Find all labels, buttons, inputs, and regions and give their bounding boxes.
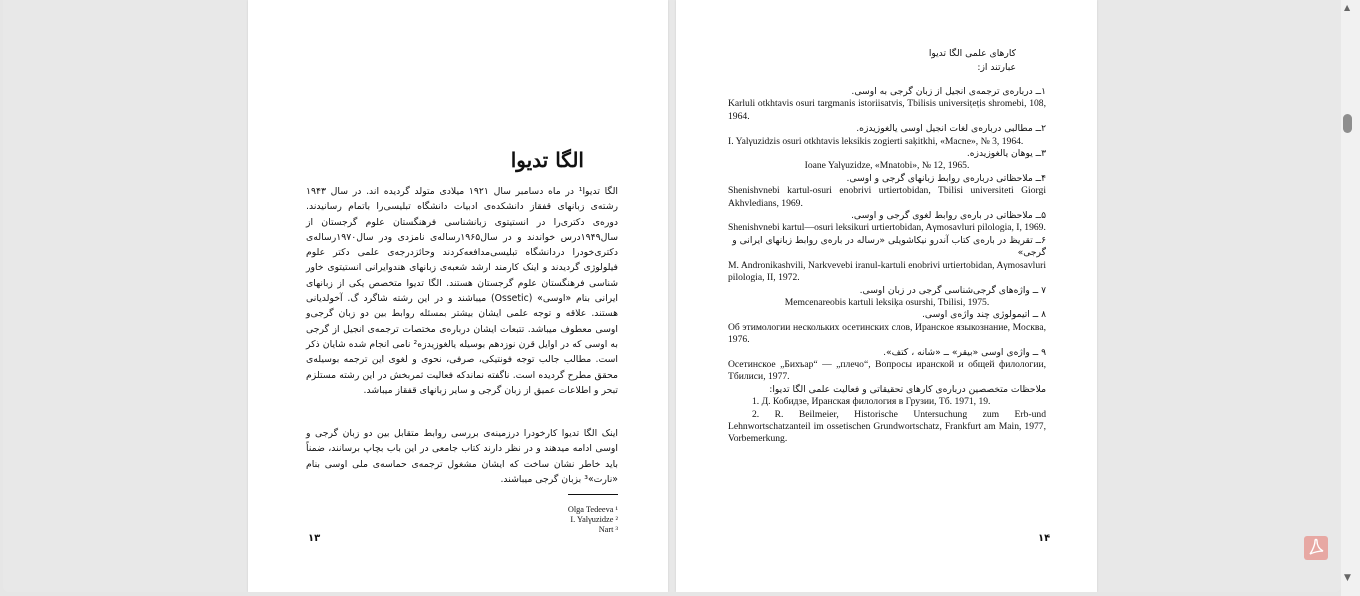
chevron-down-icon[interactable]: ▼ xyxy=(1344,573,1351,583)
entry-transliteration: Karluli otkhtavis osuri targmanis istoriisatvis, Tbilisis universiṭeṭis shromebi, 108, 1964. xyxy=(728,98,1046,122)
entry-transliteration: Memcenareobis kartuli leksiḳa osurshi, Tbilisi, 1975. xyxy=(784,296,990,308)
entry-persian: ۸ ــ اتیمولوژی چند واژه‌ی اوسی. xyxy=(921,309,1046,321)
footnote-3: Nart ³ xyxy=(598,525,618,534)
list-item xyxy=(728,309,1046,346)
works-title: کارهای علمی الگا تدیوا xyxy=(928,48,1016,59)
entry-persian: ۴ــ ملاحظاتی درباره‌ی روابط زبانهای گرجی و اوسی. xyxy=(846,172,1046,184)
entry-persian: ۶ــ تقریظ در باره‌ی کتاب آندرو نیکاشویلی «رساله در باره‌ی روابط زبانهای ایرانی و گرجی» xyxy=(732,234,1046,259)
footnote-divider xyxy=(568,494,618,495)
entry-persian: ۷ ــ واژه‌های گرجی‌شناسی گرجی در زبان اوسی. xyxy=(859,284,1046,296)
entry-transliteration: Осетинское „Бихъар“ — „плечо“, Вопросы иранской и общей филологии, Тбилиси, 1977. xyxy=(728,358,1046,383)
list-item xyxy=(728,148,1046,173)
entry-transliteration: Об этимологии нескольких осетинских слов, Иранское языкознание, Москва, 1976. xyxy=(728,321,1046,346)
document-page-left xyxy=(248,0,668,592)
paragraph-1: الگا تدیوا¹ در ماه دسامبر سال ۱۹۲۱ میلادی متولد گردیده اند. در سال ۱۹۴۳ رشته‌ی زبانهای قفقاز دانشکده‌ی ادبیات دانشگاه تبلیسی‌را باتمام رسانیدند. دوره‌ی دکتری‌را در انستیتوی زبانشناسی فرهنگستان علوم گرجستان از سال۱۹۴۹درس خواندند و در سال۱۹۶۵رساله‌ی نامزدی ودر سال۱۹۷۰رساله‌ی دکتری‌خودرا دردانشگاه تبلیسی‌مدافعه‌کردند وحائزدرجه‌ی علمی دکتر علوم فیلولوژی گردیدند و اینک کارمند ارشد شعبه‌ی زبانهای هندوایرانی انستیتوی خاور شناسی فرهنگستان علوم گرجستان هستند. الگا تدیوا متخصص یکی از زبانهای ایرانی بنام «اوسی» (Ossetic) میباشند و در این رشته شاگرد گ. آخولدیانی هستند. علاقه و توجه علمی ایشان بیشتر بمسئله روابط بین دو زبان گرجی‌و اوسی معطوف میباشد. تتبعات ایشان درباره‌ی مختصات ترجمه‌ی انجیل از گرجی به اوسی که در اوایل قرن نوزدهم بوسیله یالغوزیدزه² نامی انجام شده شایان ذکر است. مطالب جالب توجه فونتیکی، صرفی، نحوی و لغوی این ترجمه بوسیله‌ی محقق مطرح گردیده است. ناگفته نماند‌که فعالیت ثمربخش در این رشته مستلزم تبحر و اطلاعات عمیق از زبان گرجی و سایر زبانهای قفقاز میباشد. xyxy=(306,186,618,396)
scrollbar-thumb[interactable] xyxy=(1343,114,1352,133)
list-item xyxy=(728,285,1046,310)
entry-persian: ۵ــ ملاحظاتی در باره‌ی روابط لغوی گرجی و اوسی. xyxy=(851,210,1046,222)
entry-persian: ۱ــ درباره‌ی ترجمه‌ی انجیل از زبان گرجی به اوسی. xyxy=(851,86,1046,97)
pdf-icon-glyph xyxy=(1304,536,1328,560)
chevron-up-icon[interactable]: ▲ xyxy=(1344,3,1351,12)
page-number: ۱۴ xyxy=(1038,533,1051,544)
page-heading: الگا تدیوا xyxy=(510,148,584,172)
pdf-icon[interactable] xyxy=(1304,536,1328,560)
reference-1: 1. Д. Кобидзе, Иранская филология в Грузии, Тб. 1971, 19. xyxy=(752,396,991,408)
list-item xyxy=(728,173,1046,210)
list-item xyxy=(728,347,1046,384)
works-list xyxy=(728,86,1046,446)
pdf-viewer xyxy=(3,0,1341,592)
entry-persian: ۹ ــ واژه‌ی اوسی «بیقر» ــ «شانه ، کتف». xyxy=(883,346,1046,358)
reviews-heading: ملاحظات متخصصین درباره‌ی کارهای تحقیقاتی و فعالیت علمی الگا تدیوا: xyxy=(769,383,1046,395)
document-page-right xyxy=(676,0,1097,592)
works-subtitle: عبارتند از: xyxy=(977,62,1016,73)
list-item xyxy=(728,86,1046,123)
entry-transliteration: M. Andronikashvili, Narkvevebi iranul-kartuli enobrivi urtiertobidan, Aγmosavluri pilologia, II, 1972. xyxy=(728,259,1046,284)
paragraph-2: اینک الگا تدیوا کارخودرا درزمینه‌ی بررسی روابط متقابل بین دو زبان گرجی و اوسی ادامه میدهند و در نظر دارند کتاب جامعی در این باب بچاپ برسانند، ضمناً باید خاطر نشان ساخت که ایشان مشغول ترجمه‌ی حماسه‌ی ملی اوسی بنام «نارت»³ بزبان گرجی میباشند. xyxy=(306,428,618,485)
list-item xyxy=(728,235,1046,285)
reference-2: 2. R. Beilmeier, Historische Untersuchung zum Erb-und Lehnwortschatzanteil im ossetischen Grundwortschatz, Frankfurt am Main, 1977, Vorbemerkung. xyxy=(728,408,1046,445)
page-number: ۱۳ xyxy=(308,533,321,544)
entry-persian: ۳ــ یوهان یالغوزیدزه. xyxy=(966,148,1046,160)
entry-transliteration: I. Yalγuzidzis osuri otkhtavis leksikis zogierti saḳitkhi, «Macne», № 3, 1964. xyxy=(728,135,1024,147)
list-item xyxy=(728,123,1046,148)
entry-persian: ۲ــ مطالبی درباره‌ی لغات انجیل اوسی یالغوزیدزه. xyxy=(856,123,1046,135)
entry-transliteration: Shenishvnebi kartul-osuri enobrivi urtiertobidan, Tbilisi universiteti Giorgi Akhvledians, 1969. xyxy=(728,185,1046,209)
footnote-1: Olga Tedeeva ¹ xyxy=(567,505,618,514)
footnote-2: I. Yalγuzidze ² xyxy=(570,515,618,524)
entry-transliteration: Shenishvnebi kartul—osuri leksikuri urtiertobidan, Aγmosavluri pilologia, I, 1969. xyxy=(728,222,1046,234)
entry-transliteration: Ioane Yalγuzidze, «Mnatobi», № 12, 1965. xyxy=(804,160,970,172)
vertical-scrollbar[interactable] xyxy=(1341,0,1360,596)
list-item xyxy=(728,210,1046,235)
